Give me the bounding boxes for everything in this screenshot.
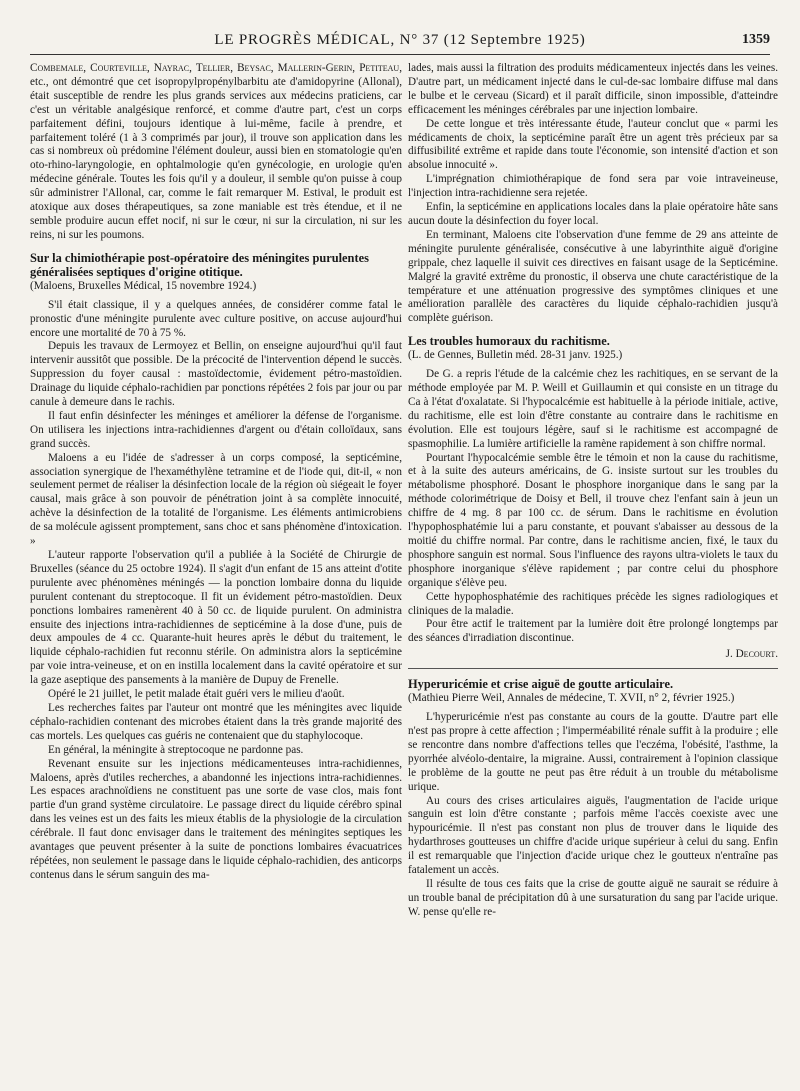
article-paragraph: lades, mais aussi la filtration des produits médicamenteux injectés dans les veines. D'autre part, un médicament injecté dans le cul-de-sac lombaire diffuse mal dans le bulbe et le cerveau (Sicard) et il paraît difficile, sinon impossible, d'atteindre efficacement les méninges cérébrales par une injection lombaire. bbox=[408, 62, 778, 116]
article-paragraph: Opéré le 21 juillet, le petit malade était guéri vers le milieu d'août. bbox=[48, 688, 345, 701]
article-paragraph: Au cours des crises articulaires aiguës, l'augmentation de l'acide urique sanguin est loin d'être constante ; parfois même l'accès coexiste avec une hypouricémie. Il n'est pas constant non plus de trouver dans le liquide des hydarthroses goutteuses un chiffre d'acide urique supérieur à celui du sang. Enfin il est remarquable que l'injection d'acide urique chez le goutteux n'entraîne pas fatalement un accès. bbox=[408, 794, 778, 877]
article-citation: (Maloens, Bruxelles Médical, 15 novembre 1924.) bbox=[30, 279, 257, 292]
author-signature: J. Decourt. bbox=[725, 648, 778, 661]
article-paragraph: De cette longue et très intéressante étude, l'auteur conclut que « parmi les médicaments de choix, la septicémine paraît être un agent très précieux par sa diffusibilité extrême et rapide dans toute l'économie, son intensité d'action et son absolue innocuité ». bbox=[408, 117, 778, 172]
article-title-hyperuricemie: Hyperuricémie et crise aiguë de goutte articulaire. bbox=[408, 677, 674, 692]
article-paragraph: L'hyperuricémie n'est pas constante au cours de la goutte. D'autre part elle n'est pas propre à cette affection ; l'imperméabilité rénale suffit à la produire ; elle se rencontre dans nombre d'affections telles que l'eczéma, l'obésité, l'asthme, la pyorrhée alvéolo-dentaire, la migraine. Aussi, contrairement à l'opinion classique le problème de la goutte ne peut pas être réduit à un trouble du métabolisme urique. bbox=[408, 711, 778, 793]
page-number: 1359 bbox=[742, 32, 770, 47]
article-paragraph: En terminant, Maloens cite l'observation d'une femme de 29 ans atteinte de méningite purulente généralisée, consécutive à une labyrinthite aiguë d'origine grippale, chez laquelle il suivit ces directives en faisant usage de la Septicémine. Malgré la gravité extrême du pronostic, il observa une chute caractéristique de la température et une atténuation progressive des symptômes cliniques et une amélioration parallèle des caractères du liquide céphalo-rachidien jusqu'à complète guérison. bbox=[408, 228, 778, 325]
page-header bbox=[30, 30, 770, 55]
article-paragraph: L'auteur rapporte l'observation qu'il a publiée à la Société de Chirurgie de Bruxelles (séance du 25 octobre 1924). Il s'agit d'un enfant de 15 ans atteint d'otite purulente avec phénomènes méningés — la ponction lombaire donna du liquide purulent contenant du streptocoque. Il fit un évidement pétro-mastoïdien. Deux ponctions lombaires ramenèrent 40 à 50 cc. de liquide purulent. On administra ensuite des injections intra-rachidiennes de septicémine à la dose d'une, puis de deux ampoules de 4 cc. Quarante-huit heures après le début du traitement, le liquide céphalo-rachidien fut reconnu stérile. On administra alors la septicémine par voie intra-veineuse, et on en instilla localement dans la cavité opératoire et sur la gaze aseptique des pansements à la manière de Dupuy de Frenelle. bbox=[30, 549, 402, 687]
article-paragraph: Cette hypophosphatémie des rachitiques précède les signes radiologiques et cliniques de la maladie. bbox=[408, 590, 778, 617]
right-column bbox=[408, 62, 778, 920]
article-paragraph: S'il était classique, il y a quelques années, de considérer comme fatal le pronostic d'une méningite purulente avec culture positive, on accuse aujourd'hui encore une mortalité de 70 à 75 %. bbox=[30, 298, 402, 339]
article-paragraph: En général, la méningite à streptocoque ne pardonne pas. bbox=[48, 743, 304, 756]
article-paragraph: De G. a repris l'étude de la calcémie chez les rachitiques, en se servant de la méthode employée par M. P. Weill et Guillaumin et qui consiste en un titrage du Ca à l'état d'oxalatate. Si l'hypocalcémie est habituelle à la période initiale, active, du rachitisme, elle est loin d'être constante au contraire dans le rachitisme en évolution. Elle est toujours légère, sauf si le rachitisme est accompagné de spasmophilie. La lumière artificielle la ramène rapidement à son chiffre normal. bbox=[408, 368, 778, 450]
continuation-paragraph bbox=[30, 62, 402, 243]
article-paragraph: Il résulte de tous ces faits que la crise de goutte aiguë ne saurait se réduire à un trouble banal de précipitation dû à une sursaturation du sang par l'acide urique. W. pense qu'elle re- bbox=[408, 877, 778, 918]
author-names: Combemale, Courteville, Nayrac, Tellier, Beysac, Mallerin-Gerin, Petiteau, bbox=[30, 62, 402, 74]
article-citation: (Mathieu Pierre Weil, Annales de médecine, T. XVII, n° 2, février 1925.) bbox=[408, 692, 735, 705]
article-paragraph: L'imprégnation chimiothérapique de fond sera par voie intraveineuse, l'injection intra-rachidienne sera rejetée. bbox=[408, 173, 778, 200]
article-paragraph: Les recherches faites par l'auteur ont montré que les méningites avec liquide céphalo-rachidien contenant des microbes étaient dans la très grande majorité des cas mortels. Les quelques cas guéris ne contenaient que du staphylocoque. bbox=[30, 701, 402, 742]
continuation-text: etc., ont démontré que cet isopropylpropénylbarbitu ate d'amidopyrine (Allonal), était susceptible de rendre les plus grands services aux médecins praticiens, car c'est un véritable analgésique renforcé, et comme d'autre part, c'est un corps parfaitement défini, toujours identique à lui-même, facile à prendre, et parfaitement toléré (1 à 3 comprimés par jour), il trouve son application dans les cas si nombreux où prédomine l'élément douleur, aussi bien en stomatologie qu'en oto-rhino-laryngologie, en ophtalmologie qu'en gynécologie, en urologie qu'en médecine générale. Toutes les fois qu'il y a douleur, il semble qu'on puisse à coup sûr administrer l'Allonal, car, comme le fait remarquer M. Estival, le produit est atoxique aux doses thérapeutiques, sa zone maniable est très étendue, et il ne semble produire aucun effet nocif, ni sur le cœur, ni sur la circulation, ni sur les reins, ni sur les poumons. bbox=[30, 75, 402, 241]
article-paragraph: Enfin, la septicémine en applications locales dans la plaie opératoire hâte sans aucun doute la désinfection du foyer local. bbox=[408, 201, 778, 227]
article-paragraph: Maloens a eu l'idée de s'adresser à un corps composé, la septicémine, association synergique de l'hexaméthylène tetramine et de l'iode qui, dit-il, « non seulement permet de réaliser la désinfection locale de la région où siégeait le foyer causal, mais grâce à son pouvoir de pénétration joint à sa complète innocuité, achève la désinfection de la totalité de l'organisme. Les éléments antimicrobiens de sa molécule agissent promptement, sans choc et sans phénomène d'intoxication. » bbox=[30, 451, 402, 548]
article-paragraph: Pourtant l'hypocalcémie semble être le témoin et non la cause du rachitisme, et à la suite des auteurs américains, de G. insiste surtout sur les troubles du métabolisme phosphoré. Dosant le phosphore inorganique dans le sang par la méthode colorimétrique de Doisy et Bell, il trouve chez l'enfant sain à jeun un chiffre de 4 mg. 8 par 100 cc. de sérum. Dans le rachitisme en évolution l'hypophosphatémie lui a paru constante, et pouvant s'abaisser au dessous de la moitié du chiffre normal. Par contre, dans le rachitisme ancien, fixé, le taux du phosphore sanguin est normal. Sous l'influence des rayons ultra-violets le taux du phosphore inorganique s'élève rapidement ; par contre celui du phosphore organique s'élève peu. bbox=[408, 451, 778, 589]
running-title: LE PROGRÈS MÉDICAL, N° 37 (12 Septembre 1925) bbox=[214, 32, 586, 48]
article-citation: (L. de Gennes, Bulletin méd. 28-31 janv. 1925.) bbox=[408, 349, 623, 362]
article-paragraph: Revenant ensuite sur les injections médicamenteuses intra-rachidiennes, Maloens, après d'utiles recherches, a abandonné les injections intra-rachidiennes. Les espaces arachnoïdiens ne constituent pas une sorte de vase clos, mais font partie d'un grand système circulatoire. Le passage direct du liquide cérébro spinal dans les veines est un des faits les mieux établis de la physiologie de la circulation cérébrale. Il faut donc envisager dans le traitement des méningites septiques les avantages que peuvent présenter à la suite de ponctions lombaires évacuatrices répétées, non seulement le passage dans le liquide céphalo-rachidien, des anticorps contenus dans le sérum sanguin des ma- bbox=[30, 757, 402, 881]
article-paragraph: Il faut enfin désinfecter les méninges et améliorer la défense de l'organisme. On utilisera les injections intra-rachidiennes d'argent ou d'étain colloïdaux, sans grand succès. bbox=[30, 409, 402, 450]
article-paragraph: Pour être actif le traitement par la lumière doit être prolongé longtemps par des séances d'irradiation discontinue. bbox=[408, 618, 778, 645]
article-title-rachitisme: Les troubles humoraux du rachitisme. bbox=[408, 334, 610, 349]
article-title-chimiotherapie: Sur la chimiothérapie post-opératoire des méningites purulentes généralisées septiques d'origine otitique. bbox=[30, 250, 369, 279]
article-paragraph: Depuis les travaux de Lermoyez et Bellin, on enseigne aujourd'hui qu'il faut intervenir aussitôt que possible. De la précocité de l'intervention dépend le succès. Suppression du foyer causal : mastoïdectomie, évidement pétro-mastoïdien. Drainage du liquide céphalo-rachidien par ponctions répétées 2 fois par jour ou par canule à demeure dans le rachis. bbox=[30, 340, 402, 409]
left-column bbox=[30, 62, 402, 883]
section-divider bbox=[408, 668, 778, 669]
